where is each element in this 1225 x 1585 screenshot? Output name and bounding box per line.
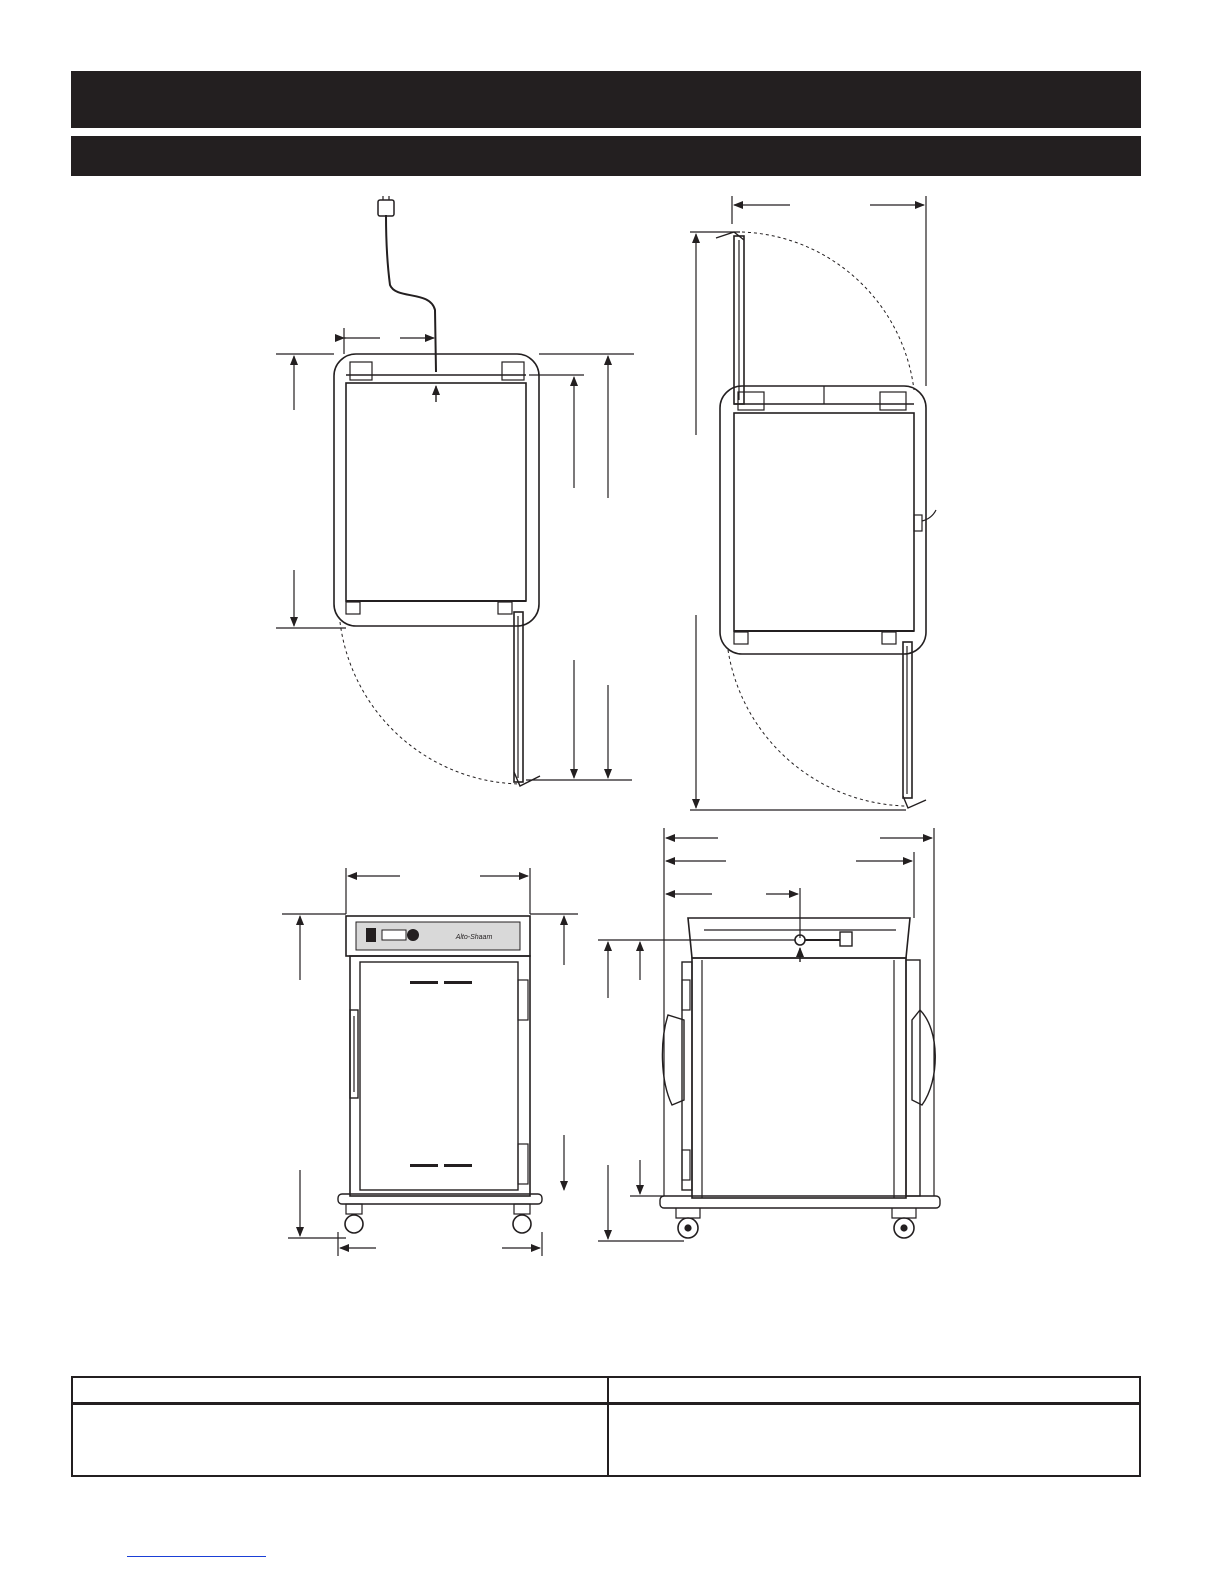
spec-header-right (609, 1378, 1139, 1405)
caster-icon-2 (513, 1215, 531, 1233)
spec-body-right (609, 1405, 1139, 1475)
specifications-table (71, 1376, 1141, 1477)
front-cabinet (350, 956, 530, 1196)
brand-logo: Alto-Shaam (455, 934, 493, 941)
display-icon (382, 930, 406, 940)
spec-column-right (609, 1378, 1139, 1475)
side-view (598, 828, 940, 1241)
spec-body-left (73, 1405, 607, 1475)
plug-icon (378, 200, 394, 216)
power-switch-icon (366, 928, 376, 942)
spec-column-left (73, 1378, 609, 1475)
plug-icon-side (840, 932, 852, 946)
caster-icon (345, 1215, 363, 1233)
front-door (360, 962, 518, 1190)
top-view-right-hinge (276, 196, 634, 786)
top-view-left-hinge (690, 196, 936, 810)
footer-link[interactable] (127, 1556, 266, 1557)
spec-header-left (73, 1378, 607, 1405)
control-knob-icon (407, 929, 419, 941)
side-cabinet (692, 958, 906, 1198)
side-handle-right (912, 1010, 935, 1105)
cabinet-body (346, 383, 526, 601)
front-view (282, 868, 578, 1256)
cabinet-outline-2 (720, 386, 926, 654)
side-handle-left (662, 1015, 684, 1105)
power-cord (378, 196, 436, 372)
